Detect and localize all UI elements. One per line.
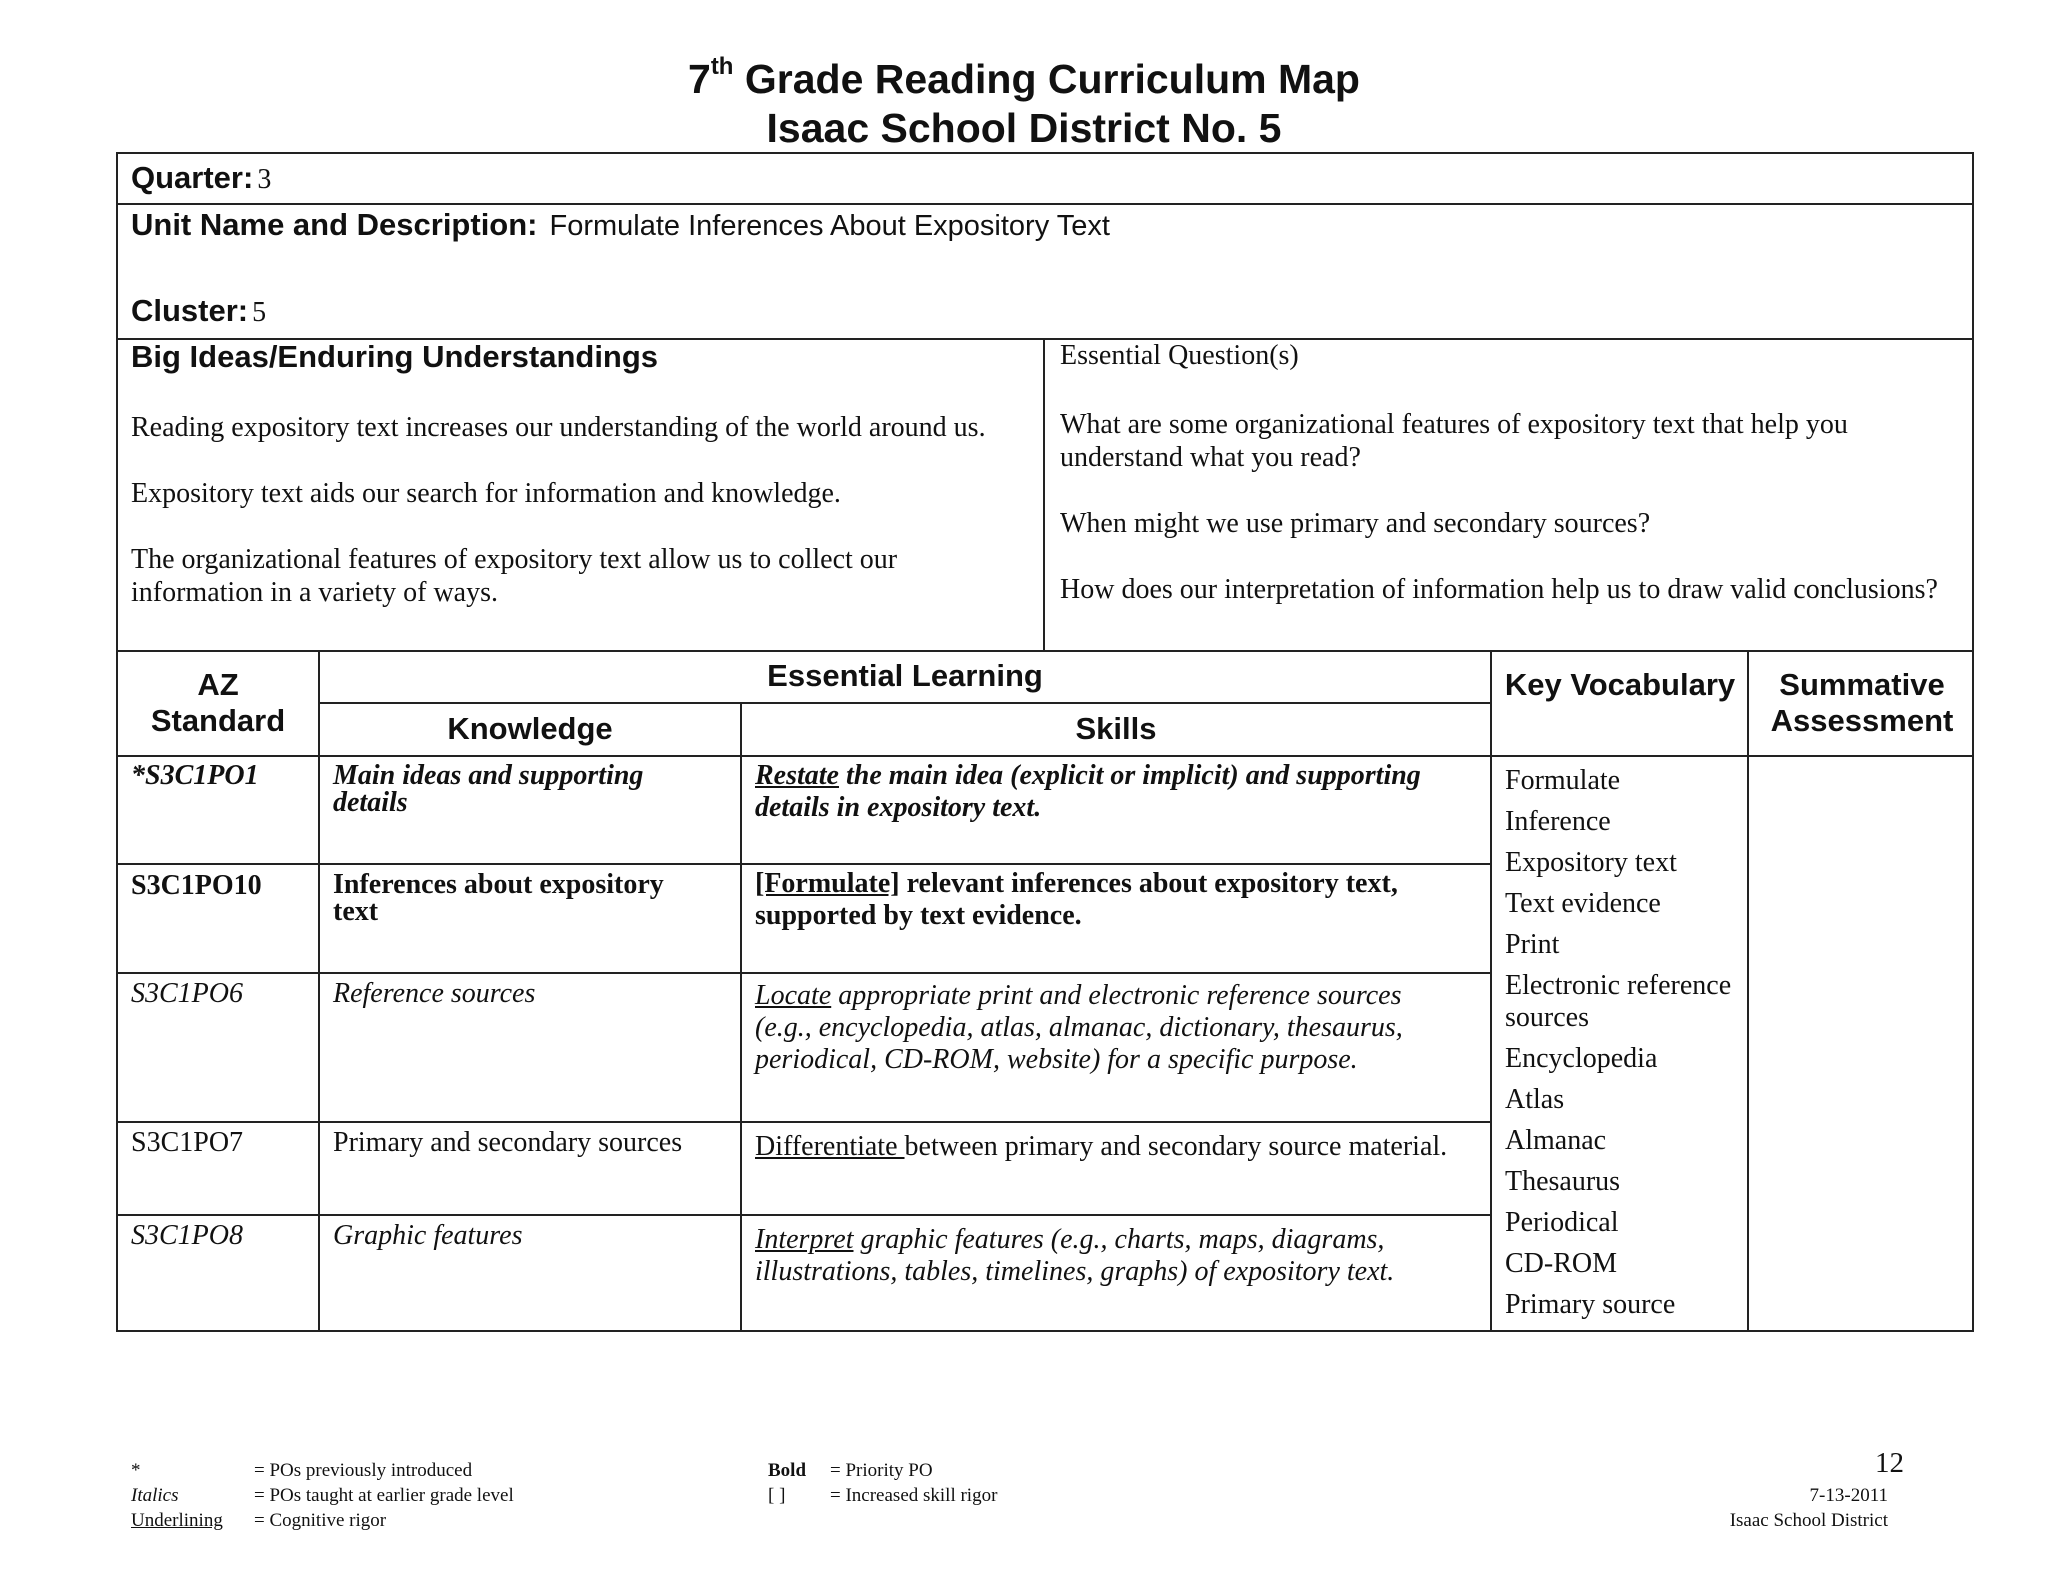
row-1-knowledge: Main ideas and supporting details <box>333 760 644 818</box>
vocab-item: Formulate <box>1505 765 1621 796</box>
row-2-knowledge: Inferences about expository text <box>333 869 664 927</box>
divider <box>1043 338 1045 652</box>
row-4-standard: S3C1PO7 <box>131 1127 244 1158</box>
row-3-knowledge: Reference sources <box>333 978 536 1009</box>
row-5-skill-text: graphic features (e.g., charts, maps, diagrams, illustrations, tables, timelines, graphs) of expository text. <box>755 1224 1395 1287</box>
vocab-item: Text evidence <box>1505 888 1661 919</box>
footer-date: 7-13-2011 <box>1809 1485 1888 1506</box>
row-2-skill-verb: [Formulate] <box>755 868 900 899</box>
row-1-standard: *S3C1PO1 <box>131 760 259 791</box>
quarter-row <box>131 160 271 196</box>
vocab-item: Periodical <box>1505 1207 1619 1238</box>
key-vocabulary-list <box>1505 765 1740 1330</box>
vocab-item: Print <box>1505 929 1560 960</box>
row-4-skill <box>755 1131 1490 1163</box>
district-title: Isaac School District No. 5 <box>766 105 1282 151</box>
vocab-item: Thesaurus <box>1505 1166 1621 1197</box>
vocab-item: Encyclopedia <box>1505 1043 1658 1074</box>
divider <box>116 203 1974 205</box>
row-2-skill-text: relevant inferences about expository text, supported by text evidence. <box>755 868 1398 931</box>
footer-organization: Isaac School District <box>1729 1510 1888 1531</box>
header-skills: Skills <box>1075 711 1157 746</box>
legend-key-asterisk: * <box>131 1460 141 1481</box>
vocab-item: Almanac <box>1505 1125 1607 1156</box>
row-3-skill-verb: Locate <box>755 980 832 1011</box>
row-3-standard: S3C1PO6 <box>131 978 243 1009</box>
cluster-value: 5 <box>252 297 267 328</box>
divider <box>318 702 1492 704</box>
essential-question-2: When might we use primary and secondary sources? <box>1060 508 1651 539</box>
legend-keys-1 <box>131 1458 223 1533</box>
quarter-value: 3 <box>257 164 272 195</box>
header-az-standard: AZ Standard <box>150 667 286 738</box>
row-5-standard: S3C1PO8 <box>131 1220 243 1251</box>
big-idea-1: Reading expository text increases our understanding of the world around us. <box>131 412 986 443</box>
legend-desc: = POs previously introduced <box>254 1460 473 1481</box>
row-1-skill-verb: Restate <box>755 760 839 791</box>
divider <box>116 863 1492 865</box>
legend-desc: = Increased skill rigor <box>830 1485 998 1506</box>
vocab-item: Atlas <box>1505 1084 1565 1115</box>
legend-key-brackets: [ ] <box>768 1485 786 1506</box>
row-5-skill-verb: Interpret <box>755 1224 854 1255</box>
title-grade-suffix: th <box>710 53 734 81</box>
quarter-label: Quarter: <box>131 160 254 195</box>
header-knowledge: Knowledge <box>447 711 613 746</box>
vocab-item: CD-ROM <box>1505 1248 1618 1279</box>
document-title <box>0 55 2048 103</box>
legend-key-underlining: Underlining <box>131 1510 223 1531</box>
divider <box>116 1121 1492 1123</box>
divider <box>116 1214 1492 1216</box>
legend-key-bold: Bold <box>768 1460 807 1481</box>
row-4-skill-verb: Differentiate <box>755 1131 905 1162</box>
legend-descriptions-2 <box>830 1458 997 1508</box>
essential-question-1: What are some organizational features of expository text that help you understand what you read? <box>1060 409 1848 473</box>
header-summative-assessment: Summative Assessment <box>1770 667 1954 738</box>
vocab-item: Inference <box>1505 806 1611 837</box>
vocab-item: Electronic reference sources <box>1505 970 1732 1033</box>
divider <box>116 755 1974 757</box>
row-2-skill <box>755 868 1485 932</box>
header-essential-learning: Essential Learning <box>767 658 1043 693</box>
row-1-skill <box>755 760 1485 824</box>
row-1-skill-text: the main idea (explicit or implicit) and supporting details in expository text. <box>755 760 1421 823</box>
row-4-skill-text: between primary and secondary source material. <box>904 1131 1448 1162</box>
title-text: Grade Reading Curriculum Map <box>744 56 1360 102</box>
row-3-skill-text: appropriate print and electronic reference sources (e.g., encyclopedia, atlas, almanac, dictionary, thesaurus, periodical, CD-ROM, website) for a specific purpose. <box>755 980 1403 1075</box>
divider <box>318 650 320 1332</box>
unit-name-label: Unit Name and Description: <box>131 207 538 242</box>
row-5-knowledge: Graphic features <box>333 1220 523 1251</box>
unit-info-box <box>116 152 1974 340</box>
divider <box>116 972 1492 974</box>
page-number: 12 <box>1875 1447 1904 1479</box>
row-2-standard: S3C1PO10 <box>131 870 262 901</box>
legend-desc: = Priority PO <box>830 1460 933 1481</box>
big-ideas-heading: Big Ideas/Enduring Understandings <box>131 339 659 374</box>
row-5-skill <box>755 1224 1455 1288</box>
divider <box>1747 650 1749 1332</box>
title-grade-number: 7 <box>688 56 711 102</box>
vocab-item: Primary source <box>1505 1289 1676 1320</box>
row-3-skill <box>755 980 1455 1076</box>
legend-desc: = Cognitive rigor <box>254 1510 387 1531</box>
big-idea-2: Expository text aids our search for information and knowledge. <box>131 478 841 509</box>
essential-question-3: How does our interpretation of information help us to draw valid conclusions? <box>1060 574 1938 605</box>
unit-name-value: Formulate Inferences About Expository Text <box>549 210 1110 242</box>
legend-descriptions-1 <box>254 1458 514 1533</box>
unit-name-row <box>131 207 1110 243</box>
legend-key-italics: Italics <box>131 1485 179 1506</box>
divider <box>740 702 742 1332</box>
legend-desc: = POs taught at earlier grade level <box>254 1485 514 1506</box>
row-4-knowledge: Primary and secondary sources <box>333 1127 683 1158</box>
divider <box>1490 650 1492 1332</box>
header-key-vocabulary: Key Vocabulary <box>1504 667 1736 702</box>
essential-questions-heading: Essential Question(s) <box>1060 340 1299 371</box>
legend-keys-2 <box>768 1458 806 1508</box>
cluster-label: Cluster: <box>131 293 249 328</box>
big-idea-3: The organizational features of expository text allow us to collect our information in a variety of ways. <box>131 544 898 608</box>
vocab-item: Expository text <box>1505 847 1677 878</box>
cluster-row <box>131 293 266 329</box>
